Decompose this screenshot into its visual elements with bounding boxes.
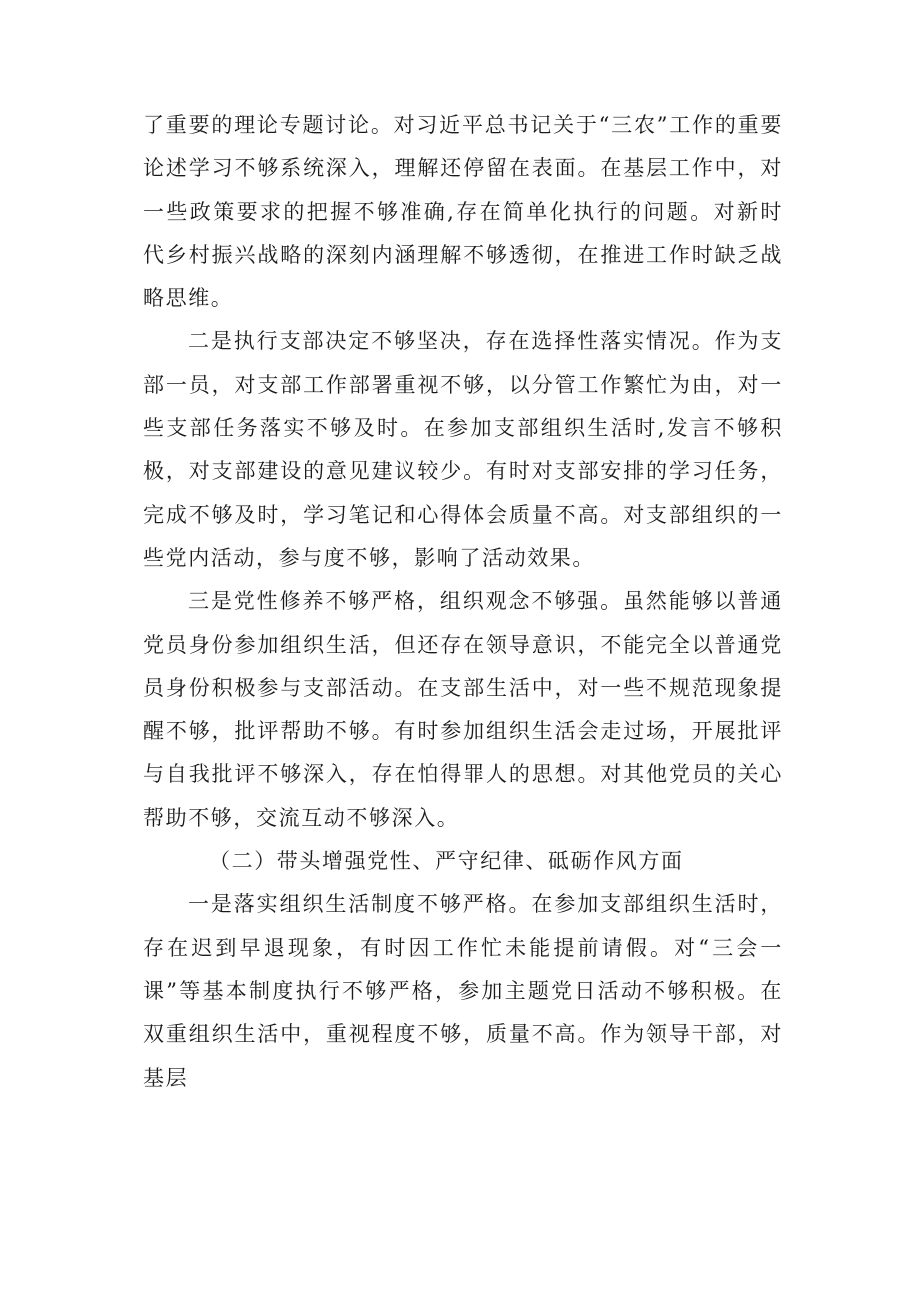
paragraph-point-two: 二是执行支部决定不够坚决，存在选择性落实情况。作为支部一员，对支部工作部署重视不够，以分管工作繁忙为由，对一些支部任务落实不够及时。在参加支部组织生活时,发言不够积极，对支部建设的意见建议较少。有时对支部安排的学习任务，完成不够及时，学习笔记和心得体会质量不高。对支部组织的一些党内活动，参与度不够，影响了活动效果。 [143,329,783,570]
paragraph-theory-study: 了重要的理论专题讨论。对习近平总书记关于“三农”工作的重要论述学习不够系统深入，理解还停留在表面。在基层工作中，对一些政策要求的把握不够准确,存在简单化执行的问题。对新时代乡村振兴战略的深刻内涵理解不够透彻，在推进工作时缺乏战略思维。 [143,113,783,311]
paragraph-point-one-section-two: 一是落实组织生活制度不够严格。在参加支部组织生活时，存在迟到早退现象，有时因工作忙未能提前请假。对“三会一课”等基本制度执行不够严格，参加主题党日活动不够积极。在双重组织生活中，重视程度不够，质量不高。作为领导干部，对基层 [143,892,783,1090]
paragraph-point-three: 三是党性修养不够严格，组织观念不够强。虽然能够以普通党员身份参加组织生活，但还存在领导意识，不能完全以普通党员身份积极参与支部活动。在支部生活中，对一些不规范现象提醒不够，批评帮助不够。有时参加组织生活会走过场，开展批评与自我批评不够深入，存在怕得罪人的思想。对其他党员的关心帮助不够，交流互动不够深入。 [143,589,783,830]
section-heading: （二）带头增强党性、严守纪律、砥砺作风方面 [209,849,684,874]
document-page [143,104,783,1100]
